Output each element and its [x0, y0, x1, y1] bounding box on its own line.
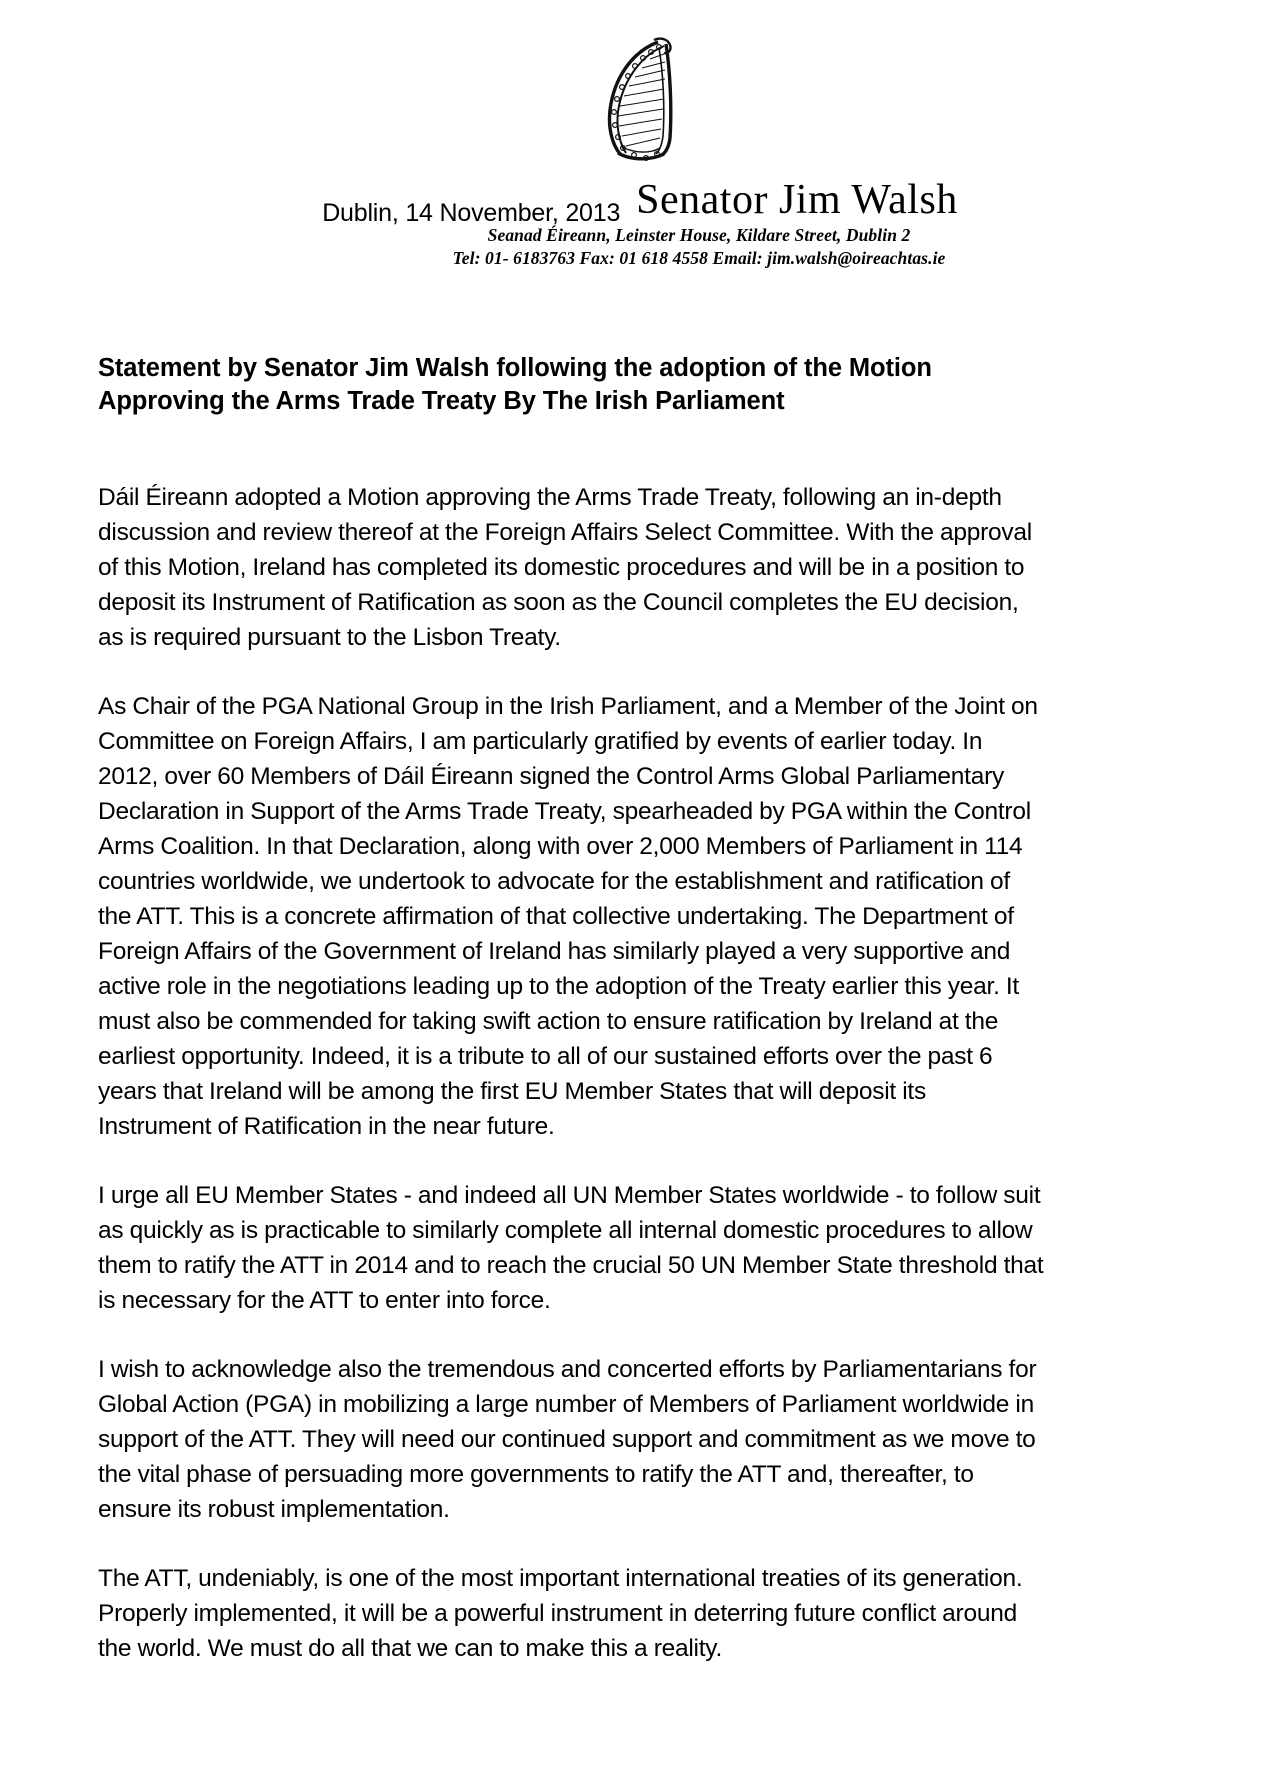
letter-date: Dublin, 14 November, 2013 [322, 199, 621, 227]
document-body [98, 352, 1044, 1666]
letterhead-primary-row [0, 176, 1280, 227]
paragraph: Dáil Éireann adopted a Motion approving the Arms Trade Treaty, following an in-depth discussion and review thereof at the Foreign Affairs Select Committee. With the approval of this Motion, Ireland has completed its domestic procedures and will be in a position to deposit its Instrument of Ratification as soon as the Council completes the EU decision, as is required pursuant to the Lisbon Treaty. [98, 484, 1033, 651]
paragraph: As Chair of the PGA National Group in the Irish Parliament, and a Member of the Joint on Committee on Foreign Affairs, I am particularly gratified by events of earlier today. In 2012, over 60 Members of Dáil Éireann signed the Control Arms Global Parliamentary Declaration in Support of the Arms Trade Treaty, spearheaded by PGA within the Control Arms Coalition. In that Declaration, along with over 2,000 Members of Parliament in 114 countries worldwide, we undertook to advocate for the establishment and ratification of the ATT. This is a concrete affirmation of that collective undertaking. The Department of Foreign Affairs of the Government of Ireland has similarly played a very supportive and active role in the negotiations leading up to the adoption of the Treaty earlier this year. It must also be commended for taking swift action to ensure ratification by Ireland at the earliest opportunity. Indeed, it is a tribute to all of our sustained efforts over the past 6 years that Ireland will be among the first EU Member States that will deposit its Instrument of Ratification in the near future. [98, 693, 1038, 1140]
irish-harp-emblem [596, 34, 684, 164]
paragraph: The ATT, undeniably, is one of the most important international treaties of its generation. Properly implemented, it will be a powerful instrument in deterring future conflict around the world. We must do all that we can to make this a reality. [98, 1565, 1023, 1662]
paragraph: I wish to acknowledge also the tremendous and concerted efforts by Parliamentarians for Global Action (PGA) in mobilizing a large number of Members of Parliament worldwide in support of the ATT. They will need our continued support and commitment as we move to the vital phase of persuading more governments to ratify the ATT and, thereafter, to ensure its robust implementation. [98, 1356, 1037, 1523]
emblem-container [0, 34, 1280, 164]
senator-name: Senator Jim Walsh [636, 177, 958, 223]
letterhead-address: Seanad Éireann, Leinster House, Kildare Street, Dublin 2 [487, 225, 911, 245]
letterhead-contact: Tel: 01- 6183763 Fax: 01 618 4558 Email: jim.walsh@oireachtas.ie [452, 248, 946, 268]
paragraph: I urge all EU Member States - and indeed all UN Member States worldwide - to follow suit as quickly as is practicable to similarly complete all internal domestic procedures to allow them to ratify the ATT in 2014 and to reach the crucial 50 UN Member State threshold that is necessary for the ATT to enter into force. [98, 1182, 1044, 1314]
letterhead-contact-block [0, 224, 1280, 270]
page-title: Statement by Senator Jim Walsh following the adoption of the Motion Approving the Arms Trade Treaty By The Irish Parliament [98, 354, 932, 415]
letterhead [0, 176, 1280, 270]
